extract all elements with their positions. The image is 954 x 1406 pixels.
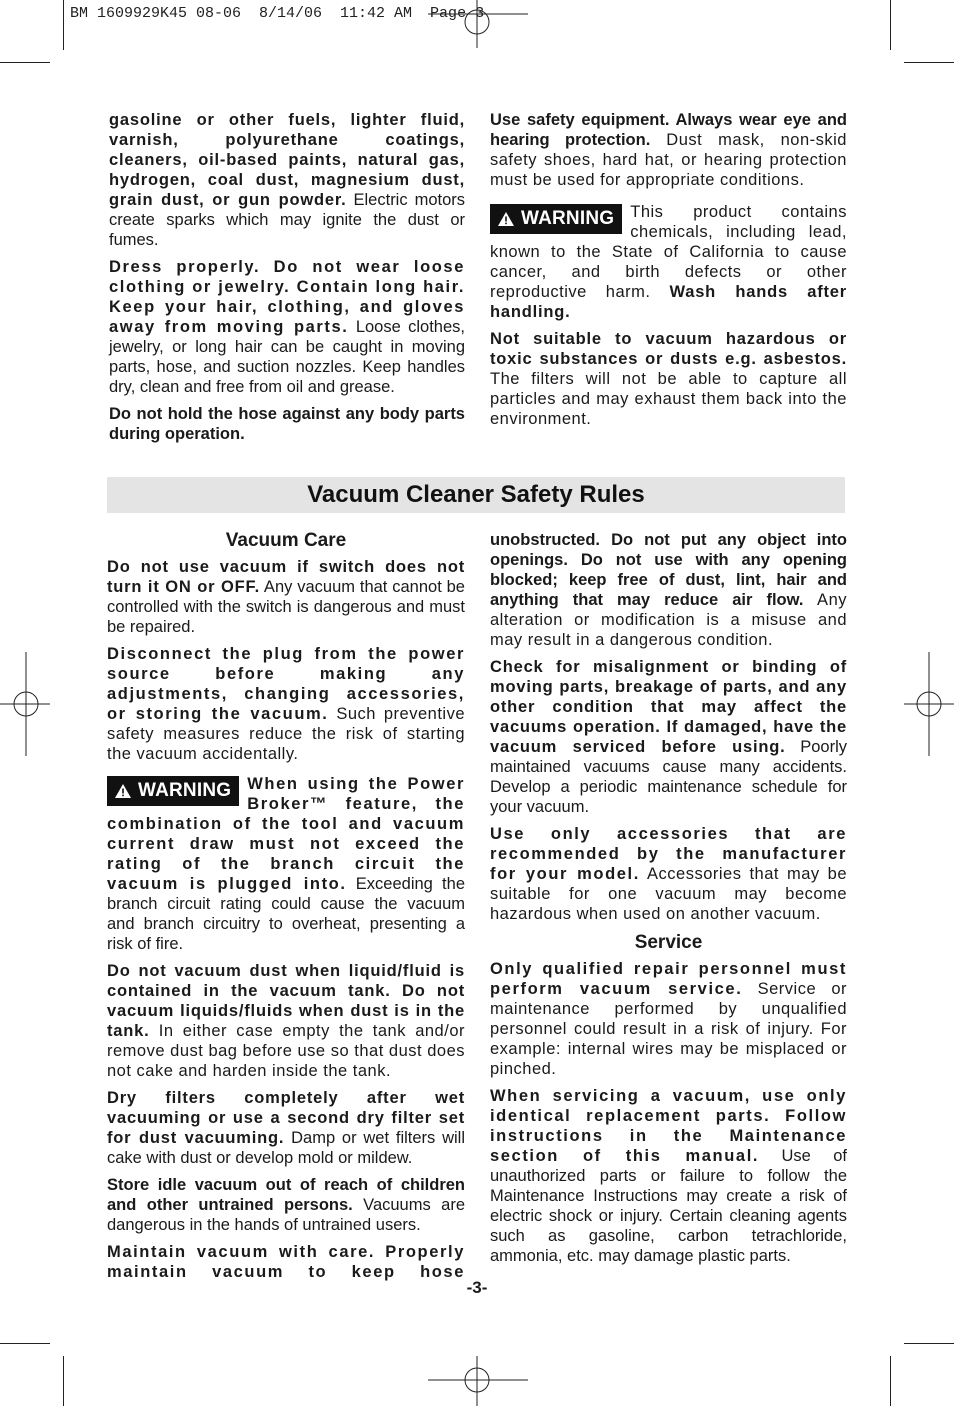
registration-mark-top	[428, 0, 528, 48]
service-heading: Service	[634, 932, 703, 953]
disconnect-plug-paragraph: Disconnect the plug from the power source before making any adjustments, changing accessories, or storing the vacuum. Such preventive safety measures reduce the risk of starting the vacuum accidentally.	[107, 645, 466, 763]
accessories-paragraph: Use only accessories that are recommended by the manufacturer for your model. Accessories that may be suitable for one vacuum may become hazardous when used on another vacuum.	[490, 825, 847, 923]
hazardous-substances-paragraph: Not suitable to vacuum hazardous or toxic substances or dusts e.g. asbestos. The filters will not be able to capture all particles and may exhaust them back into the environment.	[490, 330, 847, 428]
power-broker-paragraph: WARNING When using the Power Broker™ feature, the combination of the tool and vacuum current draw must not exceed the rating of the branch circuit the vacuum is plugged into. Exceeding the branch circuit rating could cause the vacuum and branch circuitry to overheat, presenting a risk of fire.	[107, 775, 465, 953]
left-column	[107, 529, 465, 1289]
top-left-column	[109, 110, 465, 451]
crop-mark	[63, 1356, 64, 1406]
fuels-paragraph: gasoline or other fuels, lighter fluid, varnish, polyurethane coatings, cleaners, oil-based paints, natural gas, hydrogen, coal dust, magnesium dust, grain dust, or gun powder. Electric motors create sparks which may ignite the dust or fumes.	[109, 111, 465, 249]
dry-filters-paragraph: Dry filters completely after wet vacuuming or use a second dry filter set for dust vacuuming. Damp or wet filters will cake with dust or develop mold or mildew.	[107, 1089, 465, 1167]
warning-triangle-icon	[498, 212, 514, 226]
crop-mark	[890, 0, 891, 50]
replacement-parts-paragraph: When servicing a vacuum, use only identical replacement parts. Follow instructions in the Maintenance section of this manual. Use of unauthorized parts or failure to follow the Maintenance Instructions may create a risk of electric shock or injury. Certain cleaning agents such as gasoline, carbon tetrachloride, ammonia, etc. may damage plastic parts.	[490, 1087, 847, 1265]
warning-triangle-icon	[115, 784, 131, 798]
printer-slug: BM 1609929K45 08-06 8/14/06 11:42 AM Page 3	[70, 5, 485, 22]
hose-body-paragraph: Do not hold the hose against any body parts during operation.	[109, 405, 465, 443]
registration-mark-right	[904, 652, 954, 756]
right-column	[490, 530, 847, 1273]
store-idle-paragraph: Store idle vacuum out of reach of children and other untrained persons. Vacuums are dangerous in the hands of untrained users.	[107, 1176, 465, 1234]
liquid-dust-paragraph: Do not vacuum dust when liquid/fluid is contained in the vacuum tank. Do not vacuum liquids/fluids when dust is in the tank. In either case empty the tank and/or remove dust bag before use so that dust does not cake and harden inside the tank.	[107, 962, 465, 1080]
maintain-vacuum-paragraph: Maintain vacuum with care. Properly maintain vacuum to keep hose	[107, 1243, 465, 1281]
crop-mark	[0, 62, 50, 63]
crop-mark	[890, 1356, 891, 1406]
warning-badge: WARNING	[107, 776, 239, 806]
crop-mark	[0, 1343, 50, 1344]
registration-mark-left	[0, 652, 50, 756]
vacuum-care-heading: Vacuum Care	[225, 530, 347, 551]
crop-mark	[904, 1343, 954, 1344]
qualified-personnel-paragraph: Only qualified repair personnel must perform vacuum service. Service or maintenance performed by unqualified personnel could result in a risk of injury. For example: internal wires may be misplaced or pinched.	[490, 960, 847, 1078]
registration-mark-bottom	[428, 1356, 528, 1406]
safety-equipment-paragraph: Use safety equipment. Always wear eye and hearing protection. Dust mask, non-skid safety shoes, hard hat, or hearing protection must be used for appropriate conditions.	[490, 111, 847, 189]
unobstructed-paragraph: unobstructed. Do not put any object into openings. Do not use with any opening blocked; keep free of dust, lint, hair and anything that may reduce air flow. Any alteration or modification is a misuse and may result in a dangerous condition.	[490, 531, 847, 649]
page-number: -3-	[466, 1278, 488, 1297]
crop-mark	[904, 62, 954, 63]
dress-properly-paragraph: Dress properly. Do not wear loose clothing or jewelry. Contain long hair. Keep your hair, clothing, and gloves away from moving parts. Loose clothes, jewelry, or long hair can be caught in moving parts, hose, and suction nozzles. Keep handles dry, clean and free from oil and grease.	[109, 258, 465, 396]
crop-mark	[63, 0, 64, 50]
warning-badge: WARNING	[490, 204, 622, 234]
top-right-column	[490, 110, 847, 436]
switch-paragraph: Do not use vacuum if switch does not turn it ON or OFF. Any vacuum that cannot be controlled with the switch is dangerous and must be repaired.	[107, 558, 465, 636]
california-warning-paragraph: WARNING This product contains chemicals, including lead, known to the State of California to cause cancer, and birth defects or other reproductive harm. Wash hands after handling.	[490, 203, 847, 321]
section-title: Vacuum Cleaner Safety Rules	[307, 481, 645, 508]
misalignment-paragraph: Check for misalignment or binding of moving parts, breakage of parts, and any other condition that may affect the vacuums operation. If damaged, have the vacuum serviced before using. Poorly maintained vacuums cause many accidents. Develop a periodic maintenance schedule for your vacuum.	[490, 658, 847, 816]
section-banner	[107, 477, 845, 513]
